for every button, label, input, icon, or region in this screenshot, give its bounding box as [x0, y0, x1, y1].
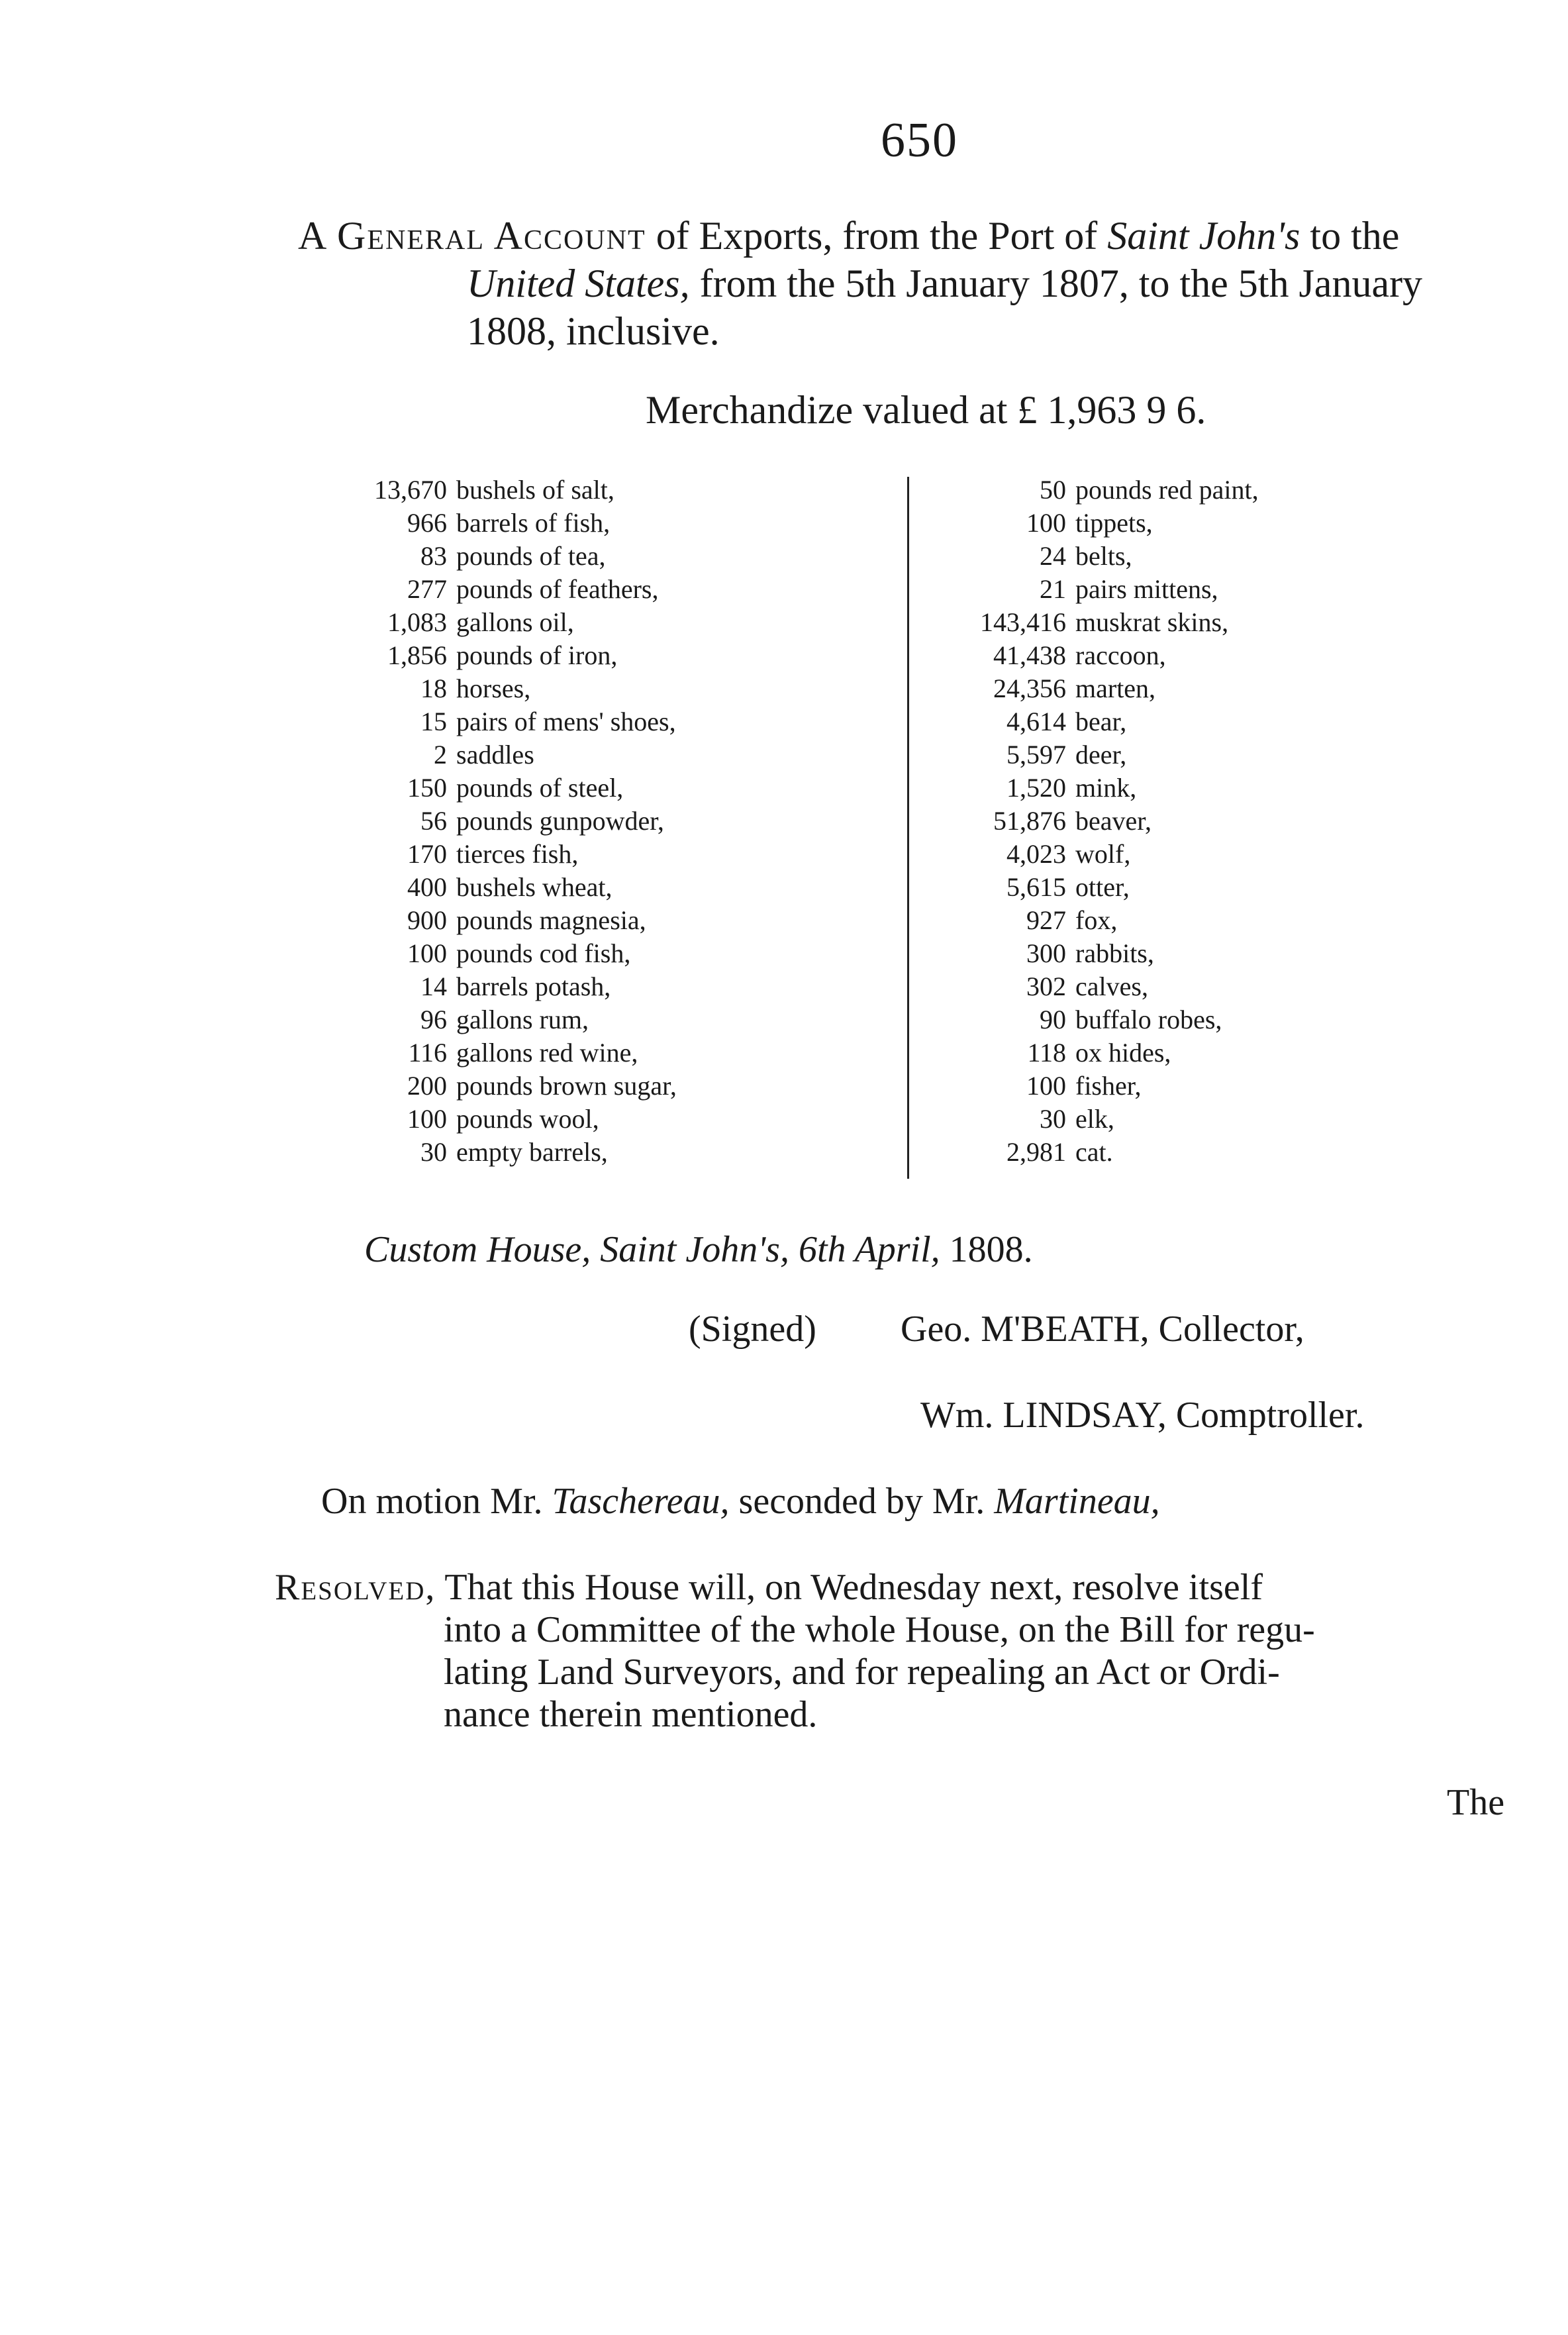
- list-item: [338, 970, 677, 1003]
- list-item: [957, 573, 1259, 606]
- item-quantity: 30: [1040, 1104, 1066, 1134]
- item-quantity: 50: [1040, 475, 1066, 505]
- item-description: pounds brown sugar,: [456, 1071, 677, 1101]
- resolved-line-1: That this House will, on Wednesday next, resolve itself: [436, 1567, 1263, 1608]
- list-item: [338, 904, 677, 937]
- item-quantity: 96: [420, 1005, 447, 1034]
- item-description: tippets,: [1075, 508, 1153, 538]
- item-description: pairs of mens' shoes,: [456, 707, 676, 736]
- list-item: [338, 1136, 677, 1169]
- list-item: [957, 771, 1259, 805]
- list-item: [338, 838, 677, 871]
- list-item: [957, 738, 1259, 771]
- item-quantity: 170: [407, 839, 447, 869]
- motion-pre: On motion Mr.: [321, 1481, 552, 1522]
- item-quantity: 1,856: [387, 640, 447, 670]
- item-quantity: 966: [407, 508, 447, 538]
- item-quantity: 150: [407, 773, 447, 803]
- item-description: pounds of steel,: [456, 773, 624, 803]
- custom-house-year: 1808.: [949, 1229, 1033, 1270]
- list-item: [338, 1036, 677, 1069]
- item-description: bear,: [1075, 707, 1127, 736]
- item-quantity: 2,981: [1006, 1137, 1066, 1167]
- item-description: beaver,: [1075, 806, 1152, 836]
- item-description: bushels of salt,: [456, 475, 614, 505]
- item-quantity: 83: [420, 541, 447, 571]
- title-of-exports: of Exports, from the Port of: [646, 214, 1108, 258]
- item-description: tierces fish,: [456, 839, 579, 869]
- item-description: pounds cod fish,: [456, 938, 631, 968]
- list-item: [338, 473, 677, 507]
- list-item: [957, 639, 1259, 672]
- item-description: horses,: [456, 673, 531, 703]
- item-quantity: 1,083: [387, 607, 447, 637]
- list-item: [338, 606, 677, 639]
- list-item: [957, 1136, 1259, 1169]
- item-quantity: 927: [1026, 905, 1066, 935]
- item-quantity: 15: [420, 707, 447, 736]
- list-item: [338, 639, 677, 672]
- list-item: [957, 1103, 1259, 1136]
- list-item: [957, 805, 1259, 838]
- list-item: [338, 871, 677, 904]
- item-quantity: 51,876: [993, 806, 1066, 836]
- item-quantity: 100: [407, 938, 447, 968]
- item-quantity: 100: [1026, 1071, 1066, 1101]
- item-description: gallons oil,: [456, 607, 574, 637]
- item-description: pairs mittens,: [1075, 574, 1218, 604]
- item-quantity: 100: [1026, 508, 1066, 538]
- item-description: wolf,: [1075, 839, 1131, 869]
- item-description: gallons red wine,: [456, 1038, 638, 1068]
- item-description: ox hides,: [1075, 1038, 1171, 1068]
- item-description: fox,: [1075, 905, 1118, 935]
- document-title: [298, 212, 1543, 355]
- item-quantity: 21: [1040, 574, 1066, 604]
- item-quantity: 41,438: [993, 640, 1066, 670]
- item-quantity: 900: [407, 905, 447, 935]
- item-quantity: 116: [408, 1038, 447, 1068]
- list-item: [338, 937, 677, 970]
- item-quantity: 143,416: [980, 607, 1066, 637]
- item-description: deer,: [1075, 740, 1127, 770]
- list-item: [957, 1003, 1259, 1036]
- list-item: [957, 937, 1259, 970]
- item-description: pounds of tea,: [456, 541, 606, 571]
- item-description: saddles: [456, 740, 534, 770]
- left-items-column: [338, 473, 677, 1169]
- item-description: mink,: [1075, 773, 1137, 803]
- item-quantity: 300: [1026, 938, 1066, 968]
- list-item: [957, 540, 1259, 573]
- right-items-column: [957, 473, 1259, 1169]
- item-description: barrels potash,: [456, 971, 611, 1001]
- item-quantity: 302: [1026, 971, 1066, 1001]
- item-quantity: 200: [407, 1071, 447, 1101]
- title-line-3: 1808, inclusive.: [467, 309, 720, 353]
- item-description: pounds of iron,: [456, 640, 618, 670]
- merchandize-value: Merchandize valued at £ 1,963 9 6.: [646, 388, 1206, 432]
- list-item: [957, 970, 1259, 1003]
- item-quantity: 90: [1040, 1005, 1066, 1034]
- item-quantity: 14: [420, 971, 447, 1001]
- item-quantity: 100: [407, 1104, 447, 1134]
- item-quantity: 5,615: [1006, 872, 1066, 902]
- list-item: [338, 771, 677, 805]
- signed-label: (Signed): [689, 1309, 816, 1350]
- list-item: [338, 507, 677, 540]
- list-item: [338, 540, 677, 573]
- item-description: pounds wool,: [456, 1104, 599, 1134]
- title-saint-johns: Saint John's: [1107, 214, 1300, 258]
- custom-house-text: Custom House, Saint John's, 6th April,: [364, 1229, 950, 1270]
- title-united-states: United States,: [467, 262, 690, 305]
- list-item: [957, 838, 1259, 871]
- item-quantity: 18: [420, 673, 447, 703]
- list-item: [957, 904, 1259, 937]
- title-general-account: A General Account: [298, 214, 646, 258]
- item-description: calves,: [1075, 971, 1148, 1001]
- item-description: pounds of feathers,: [456, 574, 659, 604]
- catchword: The: [1447, 1782, 1505, 1823]
- item-quantity: 118: [1027, 1038, 1066, 1068]
- item-description: pounds gunpowder,: [456, 806, 664, 836]
- custom-house-line: [364, 1228, 1033, 1271]
- item-description: barrels of fish,: [456, 508, 611, 538]
- item-quantity: 13,670: [374, 475, 447, 505]
- item-description: otter,: [1075, 872, 1130, 902]
- item-description: marten,: [1075, 673, 1156, 703]
- list-item: [338, 738, 677, 771]
- resolved-heading: Resolved,: [275, 1567, 436, 1608]
- list-item: [957, 606, 1259, 639]
- list-item: [338, 705, 677, 738]
- item-description: elk,: [1075, 1104, 1114, 1134]
- list-item: [957, 507, 1259, 540]
- signature-collector: Geo. M'BEATH, Collector,: [901, 1309, 1304, 1350]
- item-quantity: 24: [1040, 541, 1066, 571]
- item-quantity: 400: [407, 872, 447, 902]
- list-item: [957, 1036, 1259, 1069]
- item-quantity: 30: [420, 1137, 447, 1167]
- list-item: [338, 672, 677, 705]
- page-number: 650: [881, 113, 958, 168]
- list-item: [957, 473, 1259, 507]
- item-description: gallons rum,: [456, 1005, 589, 1034]
- item-description: rabbits,: [1075, 938, 1154, 968]
- list-item: [957, 705, 1259, 738]
- list-item: [957, 1069, 1259, 1103]
- item-quantity: 1,520: [1006, 773, 1066, 803]
- item-quantity: 277: [407, 574, 447, 604]
- item-quantity: 24,356: [993, 673, 1066, 703]
- motion-line: [321, 1480, 1160, 1522]
- item-quantity: 4,023: [1006, 839, 1066, 869]
- item-quantity: 56: [420, 806, 447, 836]
- resolved-line-2: into a Committee of the whole House, on the Bill for regu-: [444, 1609, 1315, 1650]
- item-quantity: 4,614: [1006, 707, 1066, 736]
- motion-seconder: Martineau,: [994, 1481, 1160, 1522]
- list-item: [338, 1103, 677, 1136]
- title-line-2: [298, 260, 1543, 307]
- motion-mid: seconded by Mr.: [729, 1481, 995, 1522]
- column-divider: [907, 477, 909, 1179]
- resolved-line-3: lating Land Surveyors, and for repealing an Act or Ordi-: [444, 1652, 1280, 1693]
- list-item: [338, 805, 677, 838]
- resolution-paragraph: [275, 1566, 1526, 1736]
- title-dates: from the 5th January 1807, to the 5th January: [689, 262, 1423, 305]
- list-item: [338, 573, 677, 606]
- item-description: pounds red paint,: [1075, 475, 1259, 505]
- item-description: cat.: [1075, 1137, 1113, 1167]
- motion-mover: Taschereau,: [552, 1481, 730, 1522]
- item-description: bushels wheat,: [456, 872, 612, 902]
- signature-comptroller: Wm. LINDSAY, Comptroller.: [920, 1395, 1365, 1436]
- item-quantity: 5,597: [1006, 740, 1066, 770]
- item-description: raccoon,: [1075, 640, 1166, 670]
- item-description: pounds magnesia,: [456, 905, 646, 935]
- list-item: [957, 672, 1259, 705]
- resolved-line-4: nance therein mentioned.: [444, 1694, 818, 1735]
- title-to-the: to the: [1300, 214, 1400, 258]
- item-description: fisher,: [1075, 1071, 1142, 1101]
- item-description: muskrat skins,: [1075, 607, 1229, 637]
- item-quantity: 2: [434, 740, 447, 770]
- item-description: buffalo robes,: [1075, 1005, 1222, 1034]
- list-item: [338, 1069, 677, 1103]
- list-item: [338, 1003, 677, 1036]
- item-description: belts,: [1075, 541, 1132, 571]
- item-description: empty barrels,: [456, 1137, 608, 1167]
- list-item: [957, 871, 1259, 904]
